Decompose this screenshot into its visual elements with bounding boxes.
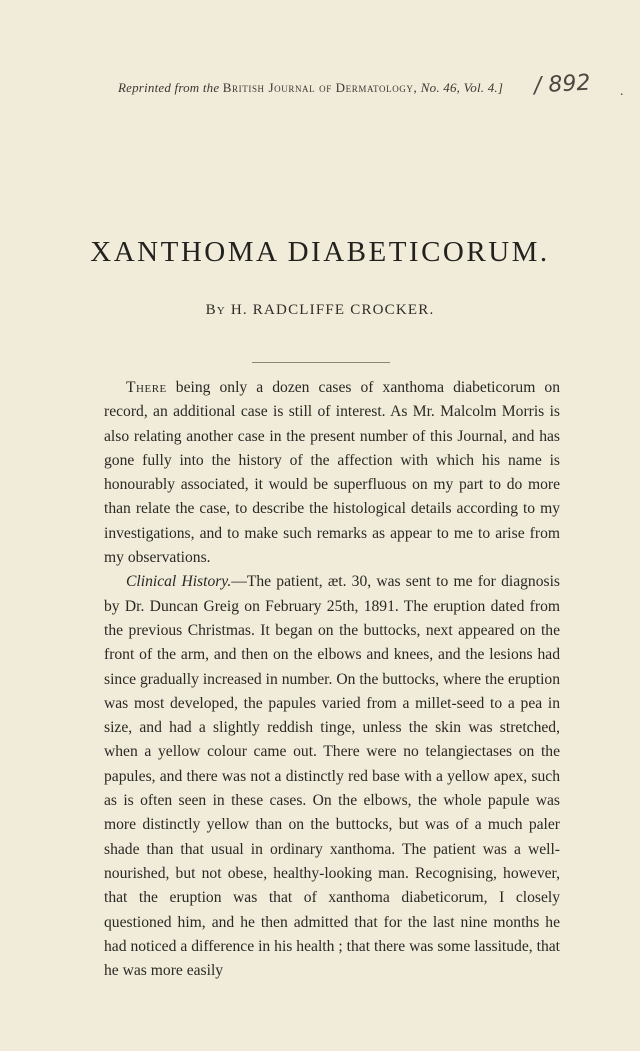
paragraph-clinical-history-text: —The patient, æt. 30, was sent to me for diagnosis by Dr. Duncan Greig on February 25th, 1891. The eruption dated from the previous Christmas. It began on the buttocks, next appeared on the front of the arm, and then on the elbows and knees, and the lesions had since gradually increased in number. On the buttocks, where the eruption was most developed, the papules varied from a millet-seed to a pea in size, and had a slightly reddish tinge, unless the skin was stretched, when a yellow colour came out. There were no telangiectases on the papules, and there was not a distinctly red base with a yellow apex, such as is often seen in these cases. On the elbows, the whole papule was more distinctly yellow than on the buttocks, but was of a much paler shade than that usual in ordinary xanthoma. The patient was a well-nourished, but not obese, healthy-looking man. Recognising, however, that the eruption was that of xanthoma diabeticorum, I closely questioned him, and he then admitted that for the last nine months he had noticed a difference in his health ; that there was some lassitude, that he was more easily [104,573,560,980]
paragraph-clinical-history [104,570,560,983]
paragraph-lead-word: There [126,379,167,396]
article-body [104,376,560,983]
journal-volume: Vol. 4.] [463,80,504,95]
journal-name: British Journal of Dermatology, [222,80,418,95]
article-title: XANTHOMA DIABETICORUM. [90,236,550,268]
journal-number: No. 46, [420,80,461,95]
title-divider [252,362,390,363]
running-header [118,80,503,96]
paragraph-intro [104,376,560,570]
paragraph-intro-text: being only a dozen cases of xanthoma diabeticorum on record, an additional case is still of interest. As Mr. Malcolm Morris is also relating another case in the present number of this Journal, and has gone fully into the history of the affection with which his name is honourably associated, it would be superfluous on my part to do more than relate the case, to describe the histological details according to my investigations, and to make such remarks as appear to me to arise from my observations. [104,379,560,567]
handwritten-annotation: / 892 [533,70,592,99]
handwritten-dot: . [620,84,624,99]
reprint-prefix: Reprinted from the [118,80,220,95]
byline-prefix: By [205,302,226,318]
section-heading-clinical-history: Clinical History. [126,573,232,591]
author-name: H. RADCLIFFE CROCKER. [230,302,435,318]
byline [0,302,640,319]
